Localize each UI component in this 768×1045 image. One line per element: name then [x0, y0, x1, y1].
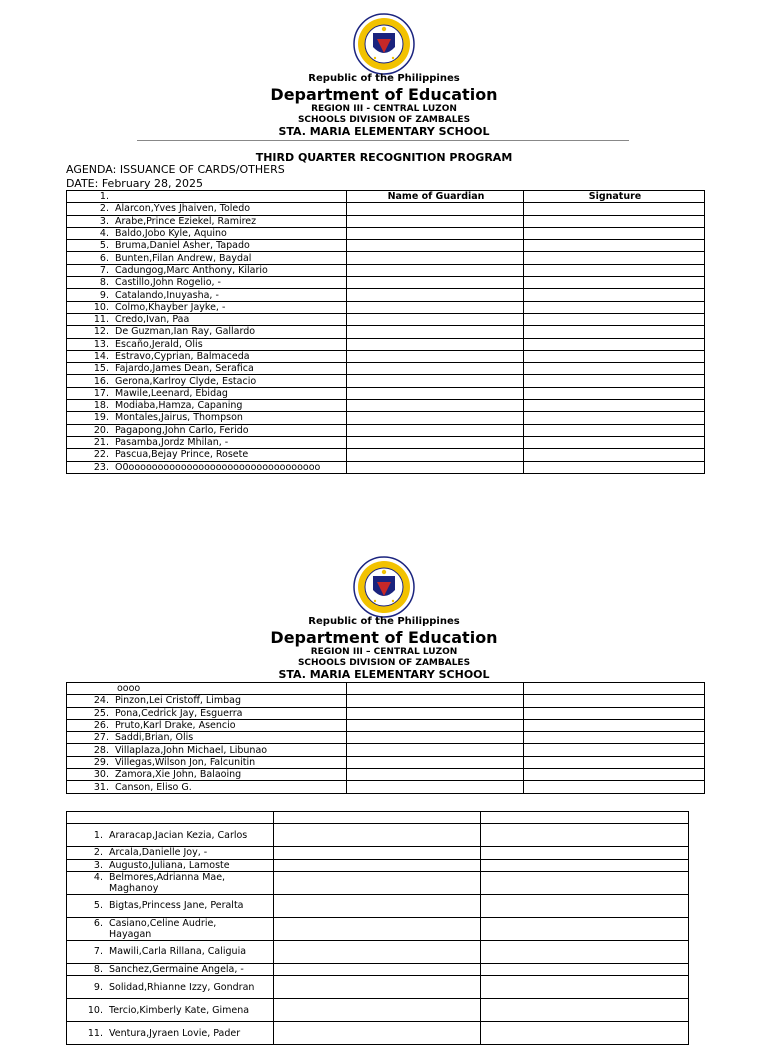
- student-name-cell: [67, 227, 347, 239]
- signature-cell[interactable]: [524, 338, 705, 350]
- student-name-cell: [67, 215, 347, 227]
- signature-cell[interactable]: [524, 461, 705, 473]
- student-name-cell: [67, 976, 274, 999]
- school-name: STA. MARIA ELEMENTARY SCHOOL: [278, 125, 490, 138]
- table-row: [67, 350, 705, 362]
- date-line: DATE: February 28, 2025: [66, 177, 204, 190]
- signature-cell[interactable]: [481, 824, 689, 847]
- student-name-cell: [67, 387, 347, 399]
- signature-cell[interactable]: [524, 363, 705, 375]
- student-name-cell: [67, 917, 274, 940]
- table-row: [67, 963, 689, 975]
- row-number: 24.: [93, 695, 109, 707]
- student-name: Tercio,Kimberly Kate, Gimena: [109, 1004, 250, 1016]
- division-line: SCHOOLS DIVISION OF ZAMBALES: [297, 658, 471, 668]
- student-name-cell: [67, 963, 274, 975]
- guardian-cell[interactable]: [347, 240, 524, 252]
- student-name: Bunten,Filan Andrew, Baydal: [115, 252, 252, 264]
- row-number: 14.: [93, 351, 109, 362]
- signature-cell[interactable]: [524, 412, 705, 424]
- student-name-cell: [67, 847, 274, 859]
- student-name: De Guzman,Ian Ray, Gallardo: [115, 326, 256, 338]
- student-name-cell: [67, 240, 347, 252]
- student-name: Augusto,Juliana, Lamoste: [109, 859, 230, 871]
- row-number: 15.: [93, 363, 109, 375]
- student-name-cell: [67, 412, 347, 424]
- division-line: SCHOOLS DIVISION OF ZAMBALES: [297, 115, 471, 125]
- student-name: Saddi,Brian, Olis: [115, 732, 194, 744]
- student-name: Bruma,Daniel Asher, Tapado: [115, 240, 250, 252]
- department-title: Department of Education: [270, 85, 498, 104]
- student-name-cell: [67, 264, 347, 276]
- guardian-cell[interactable]: [274, 1022, 481, 1045]
- signature-cell[interactable]: [524, 707, 705, 719]
- student-name: Mawili,Carla Rillana, Caliguia: [109, 946, 247, 958]
- row-number: 3.: [99, 215, 109, 227]
- guardian-cell[interactable]: [347, 732, 524, 744]
- student-name-cell: [67, 350, 347, 362]
- student-name-cell: [67, 707, 347, 719]
- signature-cell[interactable]: [524, 400, 705, 412]
- signature-cell[interactable]: [524, 744, 705, 756]
- table-row-number: 1.: [67, 191, 347, 203]
- signature-cell[interactable]: [524, 215, 705, 227]
- signature-cell[interactable]: [481, 894, 689, 917]
- student-name: Modiaba,Hamza, Capaning: [115, 400, 243, 412]
- table-row: [67, 264, 705, 276]
- row-number: 6.: [99, 252, 109, 264]
- signature-cell[interactable]: [524, 769, 705, 781]
- table-row: [67, 859, 689, 871]
- guardian-cell[interactable]: [347, 252, 524, 264]
- signature-cell[interactable]: [481, 917, 689, 940]
- header-divider: [137, 140, 629, 141]
- guardian-cell[interactable]: [274, 894, 481, 917]
- row-number: 5.: [99, 240, 109, 252]
- guardian-cell[interactable]: [347, 215, 524, 227]
- signature-cell[interactable]: [524, 326, 705, 338]
- student-name: Zamora,Xie John, Balaoing: [115, 769, 242, 781]
- guardian-cell[interactable]: [347, 461, 524, 473]
- student-name: Pagapong,John Carlo, Ferido: [115, 424, 249, 436]
- student-name-cell: [67, 289, 347, 301]
- table-row: [67, 976, 689, 999]
- table-row: [67, 363, 705, 375]
- row-number: 11.: [87, 1027, 103, 1039]
- row-number: 25.: [93, 707, 109, 719]
- table-row: [67, 289, 705, 301]
- table-row: [67, 240, 705, 252]
- guardian-cell[interactable]: [274, 847, 481, 859]
- student-name-cell: [67, 732, 347, 744]
- school-name: STA. MARIA ELEMENTARY SCHOOL: [278, 668, 490, 681]
- table-row: [67, 917, 689, 940]
- table-row: [67, 847, 689, 859]
- table-row: [67, 252, 705, 264]
- student-name-cell: [67, 400, 347, 412]
- table-row: [67, 1022, 689, 1045]
- signature-cell[interactable]: [524, 375, 705, 387]
- student-name-cell: [67, 940, 274, 963]
- guardian-cell[interactable]: [274, 917, 481, 940]
- student-name: Baldo,Jobo Kyle, Aquino: [115, 228, 227, 240]
- row-number: 23.: [93, 461, 109, 473]
- row-number: 6.: [93, 917, 103, 929]
- student-name-cell: [67, 424, 347, 436]
- republic-line: Republic of the Philippines: [308, 73, 460, 84]
- student-name-cell: [67, 859, 274, 871]
- student-name-cell: [67, 871, 274, 894]
- student-name: Solidad,Rhianne Izzy, Gondran: [109, 981, 255, 993]
- table-row: [67, 203, 705, 215]
- student-name-cell: [67, 744, 347, 756]
- signature-cell[interactable]: [481, 940, 689, 963]
- guardian-cell[interactable]: [347, 695, 524, 707]
- table-row-name: oooo: [67, 683, 347, 695]
- student-name-cell: [67, 824, 274, 847]
- signature-column-header: Signature: [524, 191, 705, 203]
- guardian-cell[interactable]: [274, 976, 481, 999]
- table-row: [67, 707, 705, 719]
- table-row: [67, 824, 689, 847]
- row-number: 2.: [93, 847, 103, 859]
- guardian-cell[interactable]: [274, 963, 481, 975]
- table-row: [67, 769, 705, 781]
- guardian-cell[interactable]: [347, 227, 524, 239]
- student-name: Pinzon,Lei Cristoff, Limbag: [115, 695, 241, 707]
- table-row: [67, 744, 705, 756]
- table-row: [67, 781, 705, 793]
- deped-seal-logo: [353, 13, 415, 75]
- signature-cell[interactable]: [524, 756, 705, 768]
- signature-cell[interactable]: [524, 240, 705, 252]
- table-row: [67, 215, 705, 227]
- student-name-cell: [67, 756, 347, 768]
- table-row: [67, 326, 705, 338]
- attendance-table-2: [66, 682, 705, 794]
- signature-cell[interactable]: [524, 781, 705, 793]
- guardian-cell[interactable]: [347, 683, 524, 695]
- table-header-row: [67, 191, 705, 203]
- row-number: 17.: [93, 387, 109, 399]
- table-row: [67, 683, 705, 695]
- student-name-cell: [67, 894, 274, 917]
- student-name: Castillo,John Rogelio, -: [115, 277, 221, 289]
- signature-cell[interactable]: [524, 277, 705, 289]
- row-number: 19.: [93, 412, 109, 424]
- signature-cell[interactable]: [524, 387, 705, 399]
- guardian-cell[interactable]: [347, 387, 524, 399]
- guardian-cell[interactable]: [347, 719, 524, 731]
- guardian-cell[interactable]: [347, 769, 524, 781]
- row-number: 4.: [99, 228, 109, 240]
- row-number: 4.: [93, 871, 103, 883]
- table-row: [67, 695, 705, 707]
- guardian-cell[interactable]: [347, 744, 524, 756]
- student-name-cell: [67, 436, 347, 448]
- student-name-cell: [67, 252, 347, 264]
- student-name-cell: [67, 695, 347, 707]
- row-number: 1.: [93, 829, 103, 841]
- table-header-row: [67, 812, 689, 824]
- row-number: 9.: [93, 981, 103, 993]
- blank-header-cell: [274, 812, 481, 824]
- guardian-cell[interactable]: [347, 449, 524, 461]
- signature-cell[interactable]: [524, 252, 705, 264]
- guardian-cell[interactable]: [274, 940, 481, 963]
- signature-cell[interactable]: [481, 1022, 689, 1045]
- student-name-cell: [67, 449, 347, 461]
- table-row: [67, 732, 705, 744]
- guardian-cell[interactable]: [347, 363, 524, 375]
- student-name: Catalando,Inuyasha, -: [115, 289, 219, 301]
- table-row: [67, 227, 705, 239]
- table-row: [67, 436, 705, 448]
- row-number: 18.: [93, 400, 109, 412]
- signature-cell[interactable]: [524, 227, 705, 239]
- row-number: 7.: [99, 264, 109, 276]
- row-number: 13.: [93, 338, 109, 350]
- student-name: Fajardo,James Dean, Serafica: [115, 363, 254, 375]
- guardian-cell[interactable]: [347, 756, 524, 768]
- signature-cell[interactable]: [524, 289, 705, 301]
- blank-header-cell: [67, 812, 274, 824]
- row-number: 11.: [93, 314, 109, 326]
- guardian-cell[interactable]: [347, 375, 524, 387]
- student-name: Credo,Ivan, Paa: [115, 314, 190, 326]
- student-name: Araracap,Jacian Kezia, Carlos: [109, 829, 248, 841]
- row-number: 5.: [93, 900, 103, 912]
- guardian-cell[interactable]: [347, 707, 524, 719]
- signature-cell[interactable]: [481, 847, 689, 859]
- signature-cell[interactable]: [481, 871, 689, 894]
- attendance-table-3: [66, 811, 689, 1045]
- student-name: Montales,Jairus, Thompson: [115, 412, 243, 424]
- signature-cell[interactable]: [481, 999, 689, 1022]
- guardian-cell[interactable]: [347, 289, 524, 301]
- row-number: 7.: [93, 946, 103, 958]
- guardian-cell[interactable]: [347, 412, 524, 424]
- signature-cell[interactable]: [524, 313, 705, 325]
- table-row: [67, 277, 705, 289]
- row-number: 26.: [93, 720, 109, 732]
- signature-cell[interactable]: [524, 350, 705, 362]
- student-name-cell: [67, 769, 347, 781]
- guardian-cell[interactable]: [347, 400, 524, 412]
- guardian-cell[interactable]: [274, 859, 481, 871]
- signature-cell[interactable]: [524, 264, 705, 276]
- student-name: Arabe,Prince Eziekel, Ramirez: [115, 215, 257, 227]
- blank-header-cell: [481, 812, 689, 824]
- student-name: O0ooooooooooooooooooooooooooooooooo: [115, 461, 321, 473]
- student-name: Bigtas,Princess Jane, Peralta: [109, 900, 244, 912]
- signature-cell[interactable]: [481, 976, 689, 999]
- table-row: [67, 756, 705, 768]
- guardian-cell[interactable]: [347, 203, 524, 215]
- guardian-cell[interactable]: [347, 326, 524, 338]
- student-name: Pruto,Karl Drake, Asencio: [115, 720, 236, 732]
- student-name: Estravo,Cyprian, Balmaceda: [115, 351, 250, 362]
- student-name-cell: [67, 999, 274, 1022]
- signature-cell[interactable]: [524, 301, 705, 313]
- guardian-cell[interactable]: [347, 264, 524, 276]
- row-number: 16.: [93, 375, 109, 387]
- guardian-cell[interactable]: [347, 781, 524, 793]
- student-name: Villegas,Wilson Jon, Falcunitin: [115, 756, 256, 768]
- student-name-cell: [67, 781, 347, 793]
- region-line: REGION III – CENTRAL LUZON: [310, 647, 458, 657]
- agenda-line: AGENDA: ISSUANCE OF CARDS/OTHERS: [66, 163, 285, 176]
- row-number: 21.: [93, 437, 109, 449]
- table-row: [67, 412, 705, 424]
- guardian-cell[interactable]: [347, 277, 524, 289]
- program-title: THIRD QUARTER RECOGNITION PROGRAM: [255, 151, 513, 164]
- student-name-cell: [67, 203, 347, 215]
- signature-cell[interactable]: [524, 719, 705, 731]
- row-number: 2.: [99, 203, 109, 215]
- guardian-cell[interactable]: [347, 436, 524, 448]
- signature-cell[interactable]: [481, 963, 689, 975]
- table-row: [67, 449, 705, 461]
- student-name: Belmores,Adrianna Mae, Maghanoy: [109, 871, 226, 894]
- student-name: Villaplaza,John Michael, Libunao: [115, 744, 268, 756]
- student-name: Pona,Cedrick Jay, Esguerra: [115, 707, 243, 719]
- signature-cell[interactable]: [524, 424, 705, 436]
- student-name-cell: [67, 363, 347, 375]
- row-number: 12.: [93, 326, 109, 338]
- row-number: 20.: [93, 424, 109, 436]
- row-number: 10.: [87, 1004, 103, 1016]
- row-number: 8.: [99, 277, 109, 289]
- student-name: Pasamba,Jordz Mhilan, -: [115, 437, 229, 449]
- student-name-cell: [67, 375, 347, 387]
- student-name: Alarcon,Yves Jhaiven, Toledo: [115, 203, 251, 215]
- student-name: Cadungog,Marc Anthony, Kilario: [115, 264, 268, 276]
- row-number: 30.: [93, 769, 109, 781]
- table-row: [67, 999, 689, 1022]
- guardian-cell[interactable]: [347, 338, 524, 350]
- table-row: [67, 400, 705, 412]
- signature-cell[interactable]: [524, 695, 705, 707]
- row-number: 27.: [93, 732, 109, 744]
- student-name: Sanchez,Germaine Angela, -: [109, 964, 244, 976]
- student-name: Escaño,Jerald, Olis: [115, 338, 203, 350]
- row-number: 29.: [93, 756, 109, 768]
- student-name: Casiano,Celine Audrie, Hayagan: [109, 917, 217, 940]
- row-number: 10.: [93, 301, 109, 313]
- student-name-cell: [67, 313, 347, 325]
- student-name: Ventura,Jyraen Lovie, Pader: [109, 1027, 241, 1039]
- row-number: 31.: [93, 781, 109, 793]
- table-row: [67, 338, 705, 350]
- department-title: Department of Education: [270, 628, 498, 647]
- table-row: [67, 461, 705, 473]
- table-row: [67, 301, 705, 313]
- guardian-cell[interactable]: [347, 301, 524, 313]
- guardian-cell[interactable]: [347, 424, 524, 436]
- guardian-cell[interactable]: [347, 313, 524, 325]
- region-line: REGION III - CENTRAL LUZON: [311, 104, 457, 114]
- row-number: 22.: [93, 449, 109, 461]
- row-number: 9.: [99, 289, 109, 301]
- guardian-cell[interactable]: [347, 350, 524, 362]
- student-name: Pascua,Bejay Prince, Rosete: [115, 449, 249, 461]
- table-row: [67, 871, 689, 894]
- guardian-cell[interactable]: [274, 824, 481, 847]
- table-row: [67, 424, 705, 436]
- student-name-cell: [67, 719, 347, 731]
- student-name-cell: [67, 326, 347, 338]
- table-row: [67, 387, 705, 399]
- guardian-cell[interactable]: [274, 871, 481, 894]
- guardian-cell[interactable]: [274, 999, 481, 1022]
- signature-cell[interactable]: [524, 449, 705, 461]
- student-name-cell: [67, 277, 347, 289]
- student-name: Colmo,Khayber Jayke, -: [115, 301, 226, 313]
- table-row: [67, 375, 705, 387]
- signature-cell[interactable]: [524, 203, 705, 215]
- table-row: [67, 313, 705, 325]
- table-row: [67, 940, 689, 963]
- student-name-cell: [67, 338, 347, 350]
- guardian-column-header: Name of Guardian: [347, 191, 524, 203]
- row-number: 8.: [93, 964, 103, 976]
- signature-cell[interactable]: [524, 732, 705, 744]
- attendance-table-1: [66, 190, 705, 474]
- table-row: [67, 719, 705, 731]
- student-name: Canson, Eliso G.: [115, 781, 192, 793]
- student-name-cell: [67, 1022, 274, 1045]
- table-row: [67, 894, 689, 917]
- republic-line: Republic of the Philippines: [308, 616, 460, 627]
- student-name: Mawile,Leenard, Ebidag: [115, 387, 228, 399]
- signature-cell[interactable]: [481, 859, 689, 871]
- deped-seal-logo: [353, 556, 415, 618]
- signature-cell[interactable]: [524, 683, 705, 695]
- student-name-cell: [67, 461, 347, 473]
- student-name-cell: [67, 301, 347, 313]
- student-name: Gerona,Karlroy Clyde, Estacio: [115, 375, 257, 387]
- row-number: 28.: [93, 744, 109, 756]
- student-name: Arcala,Danielle Joy, -: [109, 847, 208, 859]
- signature-cell[interactable]: [524, 436, 705, 448]
- row-number: 3.: [93, 859, 103, 871]
